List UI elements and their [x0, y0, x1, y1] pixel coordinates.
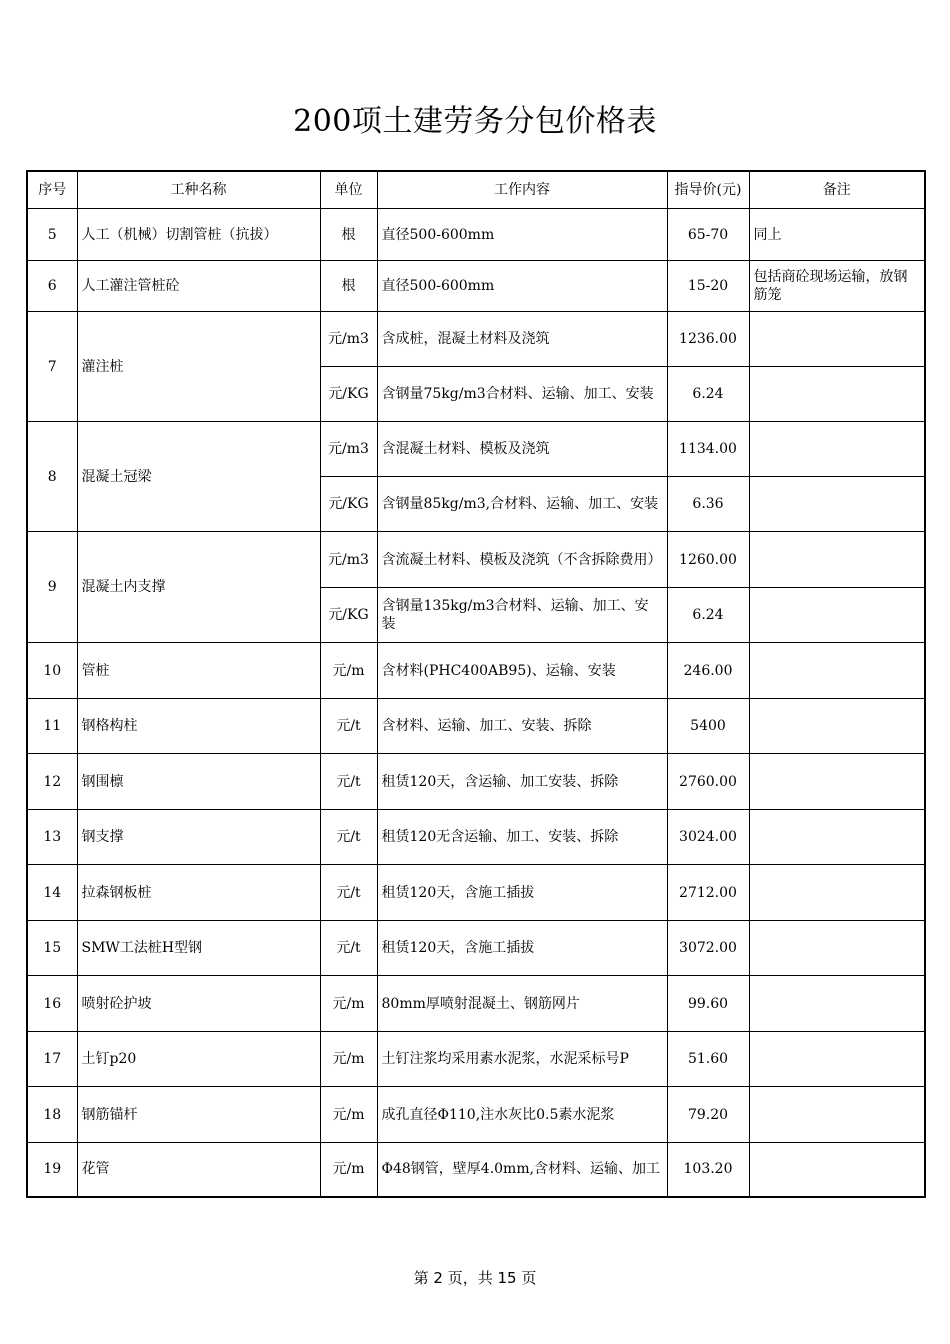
- cell-note: [749, 810, 925, 865]
- cell-note: [749, 1087, 925, 1143]
- cell-note: [749, 1032, 925, 1087]
- cell-seq: 13: [27, 810, 77, 865]
- table-row: [27, 1143, 925, 1197]
- cell-seq: 15: [27, 921, 77, 976]
- cell-price: 1134.00: [667, 422, 749, 477]
- cell-unit: 元/m3: [320, 422, 377, 477]
- table-row: [27, 921, 925, 976]
- cell-name: SMW工法桩H型钢: [77, 921, 320, 976]
- cell-seq: 12: [27, 754, 77, 810]
- cell-note: [749, 588, 925, 643]
- cell-content: 租赁120天，含施工插拔: [377, 865, 667, 921]
- table-row: [27, 976, 925, 1032]
- cell-content: 直径500-600mm: [377, 261, 667, 312]
- table-row: [27, 261, 925, 312]
- cell-unit: 元/KG: [320, 588, 377, 643]
- cell-content: 直径500-600mm: [377, 209, 667, 261]
- cell-price: 15-20: [667, 261, 749, 312]
- cell-unit: 元/t: [320, 754, 377, 810]
- cell-note: 同上: [749, 209, 925, 261]
- cell-note: [749, 1143, 925, 1197]
- cell-content: 含钢量135kg/m3合材料、运输、加工、安装: [377, 588, 667, 643]
- table-header-row: [27, 171, 925, 209]
- cell-seq: 6: [27, 261, 77, 312]
- table-row: [27, 312, 925, 367]
- cell-note: [749, 699, 925, 754]
- cell-price: 1236.00: [667, 312, 749, 367]
- table-row: [27, 865, 925, 921]
- cell-price: 99.60: [667, 976, 749, 1032]
- cell-unit: 元/KG: [320, 477, 377, 532]
- cell-name: 土钉p20: [77, 1032, 320, 1087]
- cell-content: 成孔直径Φ110,注水灰比0.5素水泥浆: [377, 1087, 667, 1143]
- cell-note: 包括商砼现场运输，放钢筋笼: [749, 261, 925, 312]
- cell-seq: 14: [27, 865, 77, 921]
- cell-content: 含流凝土材料、模板及浇筑（不含拆除费用）: [377, 532, 667, 588]
- cell-price: 6.24: [667, 588, 749, 643]
- cell-note: [749, 477, 925, 532]
- cell-content: 含钢量75kg/m3合材料、运输、加工、安装: [377, 367, 667, 422]
- cell-seq: 9: [27, 532, 77, 643]
- page-footer: 第 2 页，共 15 页: [413, 1269, 537, 1287]
- cell-unit: 根: [320, 261, 377, 312]
- header-seq: 序号: [27, 171, 77, 209]
- cell-unit: 元/m: [320, 1032, 377, 1087]
- table-row: [27, 699, 925, 754]
- cell-price: 103.20: [667, 1143, 749, 1197]
- cell-price: 6.36: [667, 477, 749, 532]
- cell-unit: 元/t: [320, 810, 377, 865]
- cell-name: 钢筋锚杆: [77, 1087, 320, 1143]
- table-row: [27, 754, 925, 810]
- cell-note: [749, 312, 925, 367]
- cell-unit: 元/KG: [320, 367, 377, 422]
- cell-note: [749, 643, 925, 699]
- cell-seq: 17: [27, 1032, 77, 1087]
- cell-note: [749, 754, 925, 810]
- cell-price: 51.60: [667, 1032, 749, 1087]
- table-row: [27, 532, 925, 588]
- cell-content: 租赁120天，含运输、加工安装、拆除: [377, 754, 667, 810]
- cell-note: [749, 367, 925, 422]
- cell-price: 3024.00: [667, 810, 749, 865]
- cell-unit: 元/t: [320, 865, 377, 921]
- price-table: [26, 170, 926, 1198]
- cell-unit: 根: [320, 209, 377, 261]
- cell-note: [749, 976, 925, 1032]
- cell-unit: 元/m: [320, 1143, 377, 1197]
- cell-content: 土钉注浆均采用素水泥浆，水泥采标号P: [377, 1032, 667, 1087]
- cell-name: 拉森钢板桩: [77, 865, 320, 921]
- cell-name: 混凝土冠梁: [77, 422, 320, 532]
- cell-seq: 18: [27, 1087, 77, 1143]
- cell-price: 5400: [667, 699, 749, 754]
- table-row: [27, 422, 925, 477]
- cell-unit: 元/m: [320, 1087, 377, 1143]
- cell-name: 花管: [77, 1143, 320, 1197]
- cell-price: 2760.00: [667, 754, 749, 810]
- cell-content: 含钢量85kg/m3,合材料、运输、加工、安装: [377, 477, 667, 532]
- cell-seq: 11: [27, 699, 77, 754]
- cell-name: 混凝土内支撑: [77, 532, 320, 643]
- cell-seq: 8: [27, 422, 77, 532]
- cell-price: 246.00: [667, 643, 749, 699]
- table-row: [27, 1087, 925, 1143]
- cell-seq: 7: [27, 312, 77, 422]
- cell-name: 钢格构柱: [77, 699, 320, 754]
- table-row: [27, 1032, 925, 1087]
- cell-price: 79.20: [667, 1087, 749, 1143]
- cell-seq: 5: [27, 209, 77, 261]
- cell-unit: 元/m3: [320, 532, 377, 588]
- cell-seq: 10: [27, 643, 77, 699]
- cell-note: [749, 532, 925, 588]
- cell-content: Φ48钢管，壁厚4.0mm,含材料、运输、加工: [377, 1143, 667, 1197]
- cell-content: 含材料、运输、加工、安装、拆除: [377, 699, 667, 754]
- cell-unit: 元/m3: [320, 312, 377, 367]
- cell-content: 含材料(PHC400AB95)、运输、安装: [377, 643, 667, 699]
- cell-price: 6.24: [667, 367, 749, 422]
- cell-content: 租赁120天，含施工插拔: [377, 921, 667, 976]
- cell-note: [749, 422, 925, 477]
- cell-price: 1260.00: [667, 532, 749, 588]
- cell-unit: 元/t: [320, 921, 377, 976]
- cell-name: 灌注桩: [77, 312, 320, 422]
- table-row: [27, 643, 925, 699]
- cell-name: 管桩: [77, 643, 320, 699]
- cell-content: 含成桩，混凝土材料及浇筑: [377, 312, 667, 367]
- cell-price: 2712.00: [667, 865, 749, 921]
- header-name: 工种名称: [77, 171, 320, 209]
- cell-unit: 元/m: [320, 976, 377, 1032]
- header-note: 备注: [749, 171, 925, 209]
- page-title: 200项土建劳务分包价格表: [293, 104, 657, 139]
- cell-seq: 19: [27, 1143, 77, 1197]
- cell-unit: 元/t: [320, 699, 377, 754]
- cell-price: 3072.00: [667, 921, 749, 976]
- cell-note: [749, 865, 925, 921]
- cell-name: 钢围檩: [77, 754, 320, 810]
- table-row: [27, 209, 925, 261]
- header-price: 指导价(元): [667, 171, 749, 209]
- cell-price: 65-70: [667, 209, 749, 261]
- cell-content: 租赁120无含运输、加工、安装、拆除: [377, 810, 667, 865]
- header-content: 工作内容: [377, 171, 667, 209]
- table-row: [27, 810, 925, 865]
- header-unit: 单位: [320, 171, 377, 209]
- cell-seq: 16: [27, 976, 77, 1032]
- cell-name: 喷射砼护坡: [77, 976, 320, 1032]
- cell-name: 人工（机械）切割管桩（抗拔）: [77, 209, 320, 261]
- cell-content: 80mm厚喷射混凝土、钢筋网片: [377, 976, 667, 1032]
- cell-note: [749, 921, 925, 976]
- cell-name: 钢支撑: [77, 810, 320, 865]
- cell-unit: 元/m: [320, 643, 377, 699]
- cell-name: 人工灌注管桩砼: [77, 261, 320, 312]
- cell-content: 含混凝土材料、模板及浇筑: [377, 422, 667, 477]
